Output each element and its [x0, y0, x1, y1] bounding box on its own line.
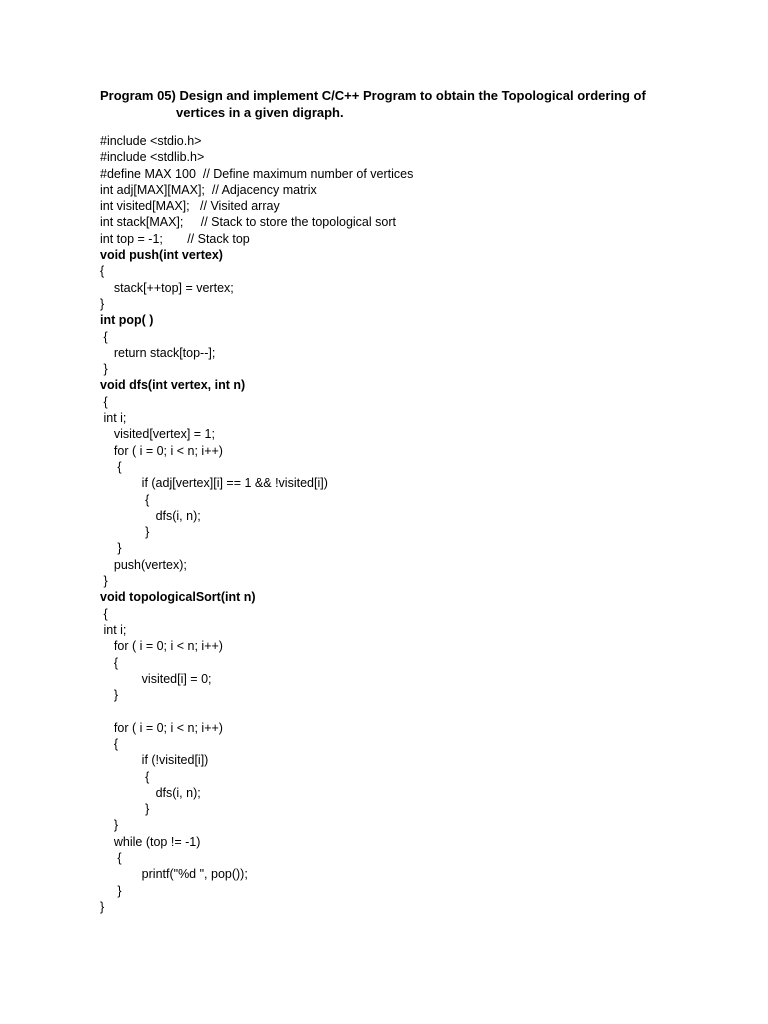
- program-title-line-1: Program 05) Design and implement C/C++ Program to obtain the Topological ordering of: [100, 88, 646, 103]
- code-line: dfs(i, n);: [100, 508, 201, 523]
- code-line: printf("%d ", pop());: [100, 867, 248, 882]
- code-line: int visited[MAX]; // Visited array: [100, 199, 280, 214]
- code-line: push(vertex);: [100, 557, 187, 572]
- code-line: }: [100, 818, 119, 833]
- code-line: {: [100, 329, 108, 344]
- code-line: int pop( ): [100, 313, 154, 328]
- code-line: }: [100, 802, 150, 817]
- code-line: for ( i = 0; i < n; i++): [100, 639, 223, 654]
- program-title: [100, 87, 646, 121]
- code-line: {: [100, 492, 150, 507]
- code-line: }: [100, 541, 122, 556]
- code-line: for ( i = 0; i < n; i++): [100, 443, 223, 458]
- code-line: [100, 703, 413, 719]
- code-line: stack[++top] = vertex;: [100, 280, 234, 295]
- code-line: void dfs(int vertex, int n): [100, 378, 246, 393]
- code-line: void push(int vertex): [100, 248, 223, 263]
- code-line: {: [100, 459, 122, 474]
- code-line: if (!visited[i]): [100, 753, 209, 768]
- code-line: int i;: [100, 622, 127, 637]
- code-line: void topologicalSort(int n): [100, 590, 256, 605]
- code-line: #include <stdlib.h>: [100, 150, 205, 165]
- code-line: int i;: [100, 411, 127, 426]
- code-line: if (adj[vertex][i] == 1 && !visited[i]): [100, 476, 328, 491]
- code-line: {: [100, 655, 119, 670]
- code-line: return stack[top--];: [100, 345, 216, 360]
- code-line: int top = -1; // Stack top: [100, 231, 250, 246]
- code-line: }: [100, 574, 108, 589]
- code-line: #include <stdio.h>: [100, 134, 202, 148]
- code-line: int stack[MAX]; // Stack to store the topological sort: [100, 215, 396, 230]
- code-line: }: [100, 362, 108, 377]
- code-line: while (top != -1): [100, 834, 201, 849]
- code-line: {: [100, 769, 150, 784]
- code-line: {: [100, 394, 108, 409]
- code-line: }: [100, 688, 119, 703]
- code-line: }: [100, 296, 105, 311]
- code-line: dfs(i, n);: [100, 785, 201, 800]
- code-line: }: [100, 525, 150, 540]
- code-line: for ( i = 0; i < n; i++): [100, 720, 223, 735]
- code-line: }: [100, 899, 105, 914]
- code-line: {: [100, 264, 105, 279]
- code-line: #define MAX 100 // Define maximum number of vertices: [100, 166, 414, 181]
- code-line: {: [100, 851, 122, 866]
- code-line: {: [100, 606, 108, 621]
- code-line: int adj[MAX][MAX]; // Adjacency matrix: [100, 182, 317, 197]
- code-listing: [100, 133, 413, 915]
- code-line: visited[vertex] = 1;: [100, 427, 215, 442]
- code-line: visited[i] = 0;: [100, 671, 212, 686]
- code-line: {: [100, 736, 119, 751]
- program-title-line-2: vertices in a given digraph.: [176, 105, 344, 120]
- code-line: }: [100, 883, 122, 898]
